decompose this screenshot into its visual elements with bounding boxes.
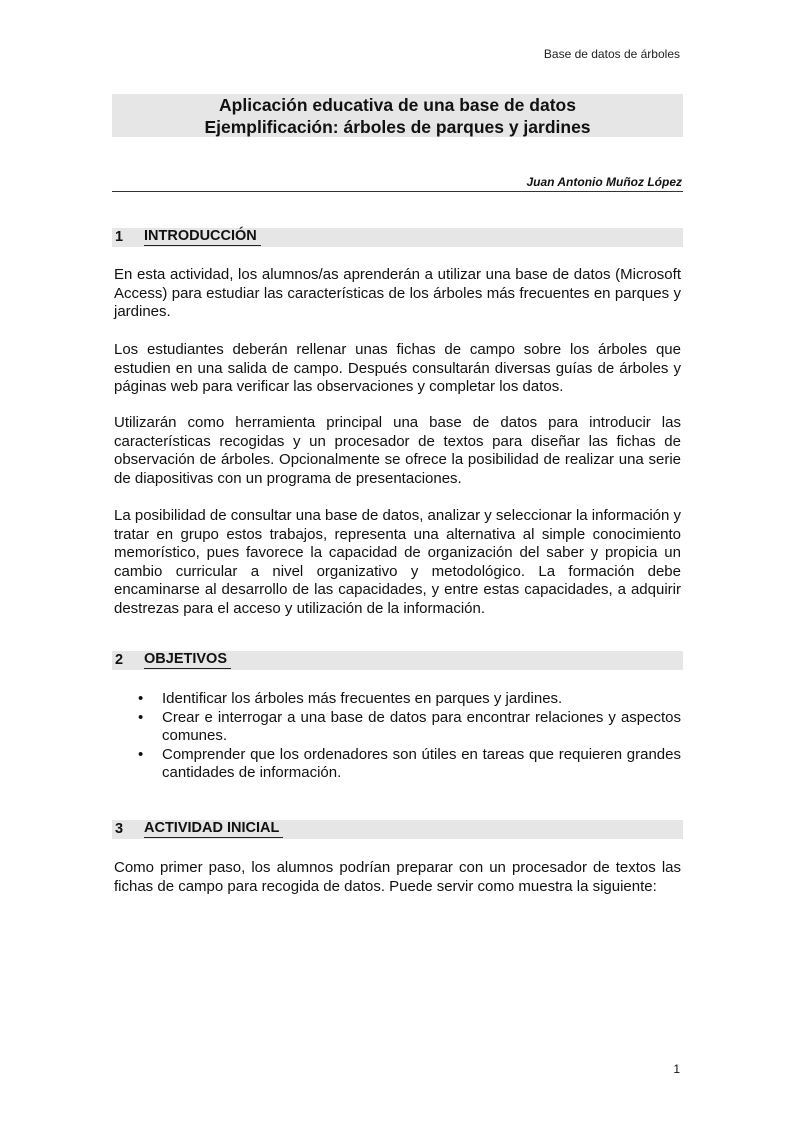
list-item [114, 709, 681, 746]
title-line-1: Aplicación educativa de una base de datos [219, 95, 576, 115]
paragraph: En esta actividad, los alumnos/as aprenderán a utilizar una base de datos (Microsoft Access) para estudiar las características de los árboles más frecuentes en parques y jardines. [114, 266, 681, 321]
section-title: ACTIVIDAD INICIAL [144, 820, 283, 838]
list-item-text: Identificar los árboles más frecuentes en parques y jardines. [162, 690, 563, 707]
paragraph: Utilizarán como herramienta principal una base de datos para introducir las características recogidas y un procesador de textos para diseñar las fichas de observación de árboles. Opcionalmente se ofrece la posibilidad de realizar una serie de diapositivas con un programa de presentaciones. [114, 414, 681, 487]
section-title: OBJETIVOS [144, 651, 231, 669]
bullet-icon: • [138, 708, 144, 726]
running-header: Base de datos de árboles [543, 47, 680, 61]
section-heading-introduccion [112, 228, 683, 247]
author-name: Juan Antonio Muñoz López [526, 175, 682, 189]
section-heading-actividad-inicial [112, 820, 683, 839]
bullet-icon: • [138, 745, 144, 763]
section-heading-objetivos [112, 651, 683, 670]
page-number: 1 [673, 1062, 680, 1076]
title-line-2: Ejemplificación: árboles de parques y jardines [204, 117, 591, 137]
list-item-text: Crear e interrogar a una base de datos para encontrar relaciones y aspectos comunes. [162, 708, 681, 745]
document-title [112, 94, 683, 137]
bullet-icon: • [138, 690, 144, 707]
list-item [114, 690, 681, 709]
paragraph: Como primer paso, los alumnos podrían preparar con un procesador de textos las fichas de campo para recogida de datos. Puede servir como muestra la siguiente: [114, 859, 681, 895]
paragraph: Los estudiantes deberán rellenar unas fichas de campo sobre los árboles que estudien en una salida de campo. Después consultarán diversas guías de árboles y páginas web para verificar las observaciones y completar los datos. [114, 341, 681, 396]
list-item-text: Comprender que los ordenadores son útiles en tareas que requieren grandes cantidades de información. [162, 745, 681, 782]
paragraph: La posibilidad de consultar una base de datos, analizar y seleccionar la información y tratar en grupo estos trabajos, representa una alternativa al simple conocimiento memorístico, pues favorece la capacidad de organización del saber y propicia un cambio curricular a nivel organizativo y metodológico. La formación debe encaminarse al desarrollo de las capacidades, y entre estas capacidades, a adquirir destrezas para el acceso y utilización de la información. [114, 507, 682, 617]
section-number: 2 [115, 652, 124, 668]
section-number: 1 [115, 229, 124, 245]
list-item [114, 746, 681, 783]
section-title: INTRODUCCIÓN [144, 228, 261, 246]
section-number: 3 [115, 821, 124, 837]
author-divider [112, 191, 683, 192]
objectives-list [114, 690, 681, 783]
